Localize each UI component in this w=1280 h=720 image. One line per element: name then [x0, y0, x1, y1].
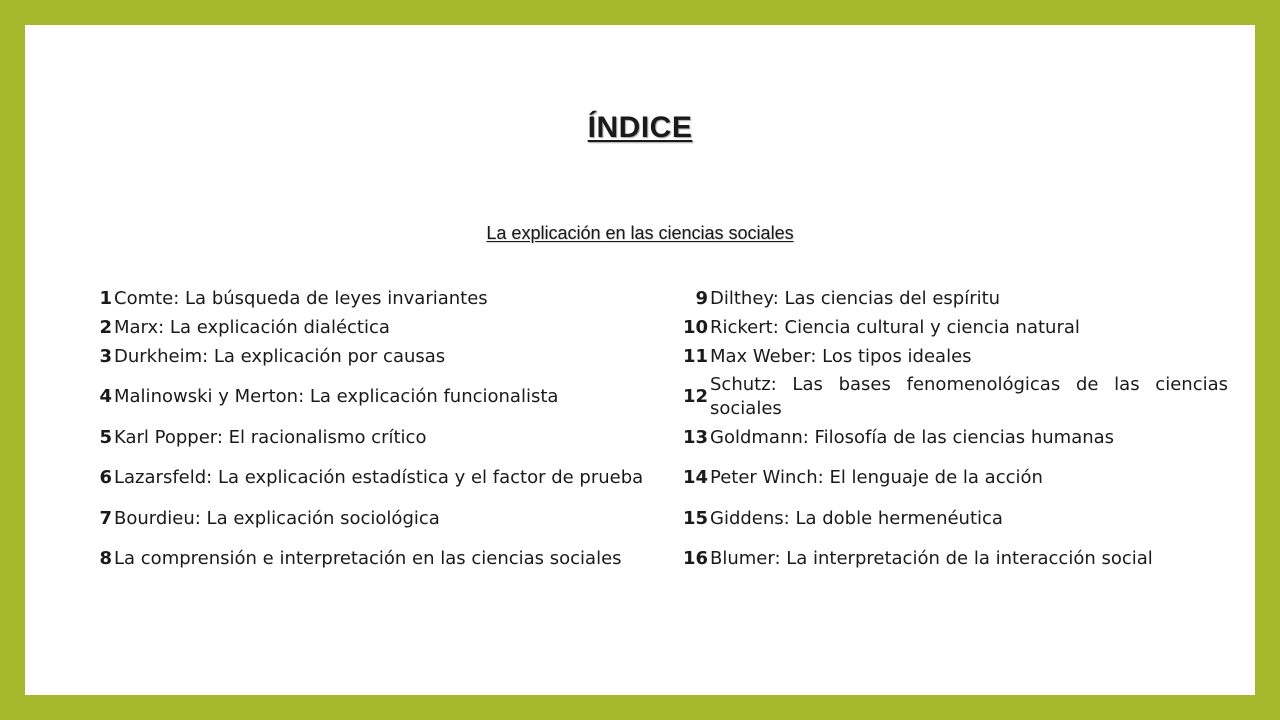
toc-item	[660, 313, 1228, 342]
toc-item-number: 14	[682, 467, 708, 488]
toc-item-number: 3	[99, 345, 112, 367]
slide-page	[25, 25, 1255, 695]
toc-item-text: Dilthey: Las ciencias del espíritu	[710, 287, 1001, 309]
toc-item-number: 9	[695, 287, 708, 309]
toc-item-number: 15	[682, 507, 708, 529]
toc-item	[660, 342, 1228, 371]
toc-item-text: Schutz: Las bases fenomenológicas de las ciencias sociales	[710, 374, 1228, 419]
toc-item	[70, 423, 652, 452]
toc-item	[70, 284, 652, 313]
toc-item	[660, 284, 1228, 313]
toc-item-text: Marx: La explicación dialéctica	[114, 316, 390, 338]
page-subtitle: La explicación en las ciencias sociales	[486, 223, 794, 243]
page-title: ÍNDICE	[587, 111, 693, 144]
toc-item-text: Max Weber: Los tipos ideales	[710, 345, 972, 367]
toc-item	[70, 533, 652, 585]
toc-item	[70, 371, 652, 423]
toc-item	[660, 423, 1228, 452]
toc-item	[660, 533, 1228, 585]
toc-item	[70, 342, 652, 371]
toc-item-text: Rickert: Ciencia cultural y ciencia natural	[710, 316, 1080, 338]
toc-item-number: 1	[99, 287, 112, 309]
toc-item-number: 6	[99, 467, 112, 488]
toc-item-number: 11	[682, 345, 708, 367]
toc-item-number: 5	[99, 426, 112, 448]
toc-item-text: Peter Winch: El lenguaje de la acción	[710, 467, 1043, 488]
toc-item-text: Giddens: La doble hermenéutica	[710, 507, 1003, 529]
toc-item-number: 2	[99, 316, 112, 338]
toc-item-text: Comte: La búsqueda de leyes invariantes	[114, 287, 488, 309]
toc-item	[70, 313, 652, 342]
toc-item-number: 13	[682, 426, 708, 448]
toc-left-column	[70, 284, 652, 585]
toc-item-number: 7	[99, 507, 112, 529]
toc-item-text: Goldmann: Filosofía de las ciencias humanas	[710, 426, 1115, 448]
toc-item-text: Bourdieu: La explicación sociológica	[114, 507, 440, 529]
toc-item-number: 10	[682, 316, 708, 338]
toc-item	[70, 452, 652, 504]
toc-item	[660, 452, 1228, 504]
toc-item-text: La comprensión e interpretación en las ciencias sociales	[114, 548, 622, 569]
toc-item-number: 16	[682, 548, 708, 569]
toc-item-number: 4	[99, 386, 112, 407]
toc-item-text: Lazarsfeld: La explicación estadística y el factor de prueba	[114, 467, 644, 488]
toc-item-text: Karl Popper: El racionalismo crítico	[114, 426, 427, 448]
toc-item	[660, 504, 1228, 533]
toc-item-number: 12	[682, 386, 708, 407]
toc-item	[660, 371, 1228, 423]
toc-item-text: Malinowski y Merton: La explicación funcionalista	[114, 386, 559, 407]
toc-right-column	[660, 284, 1228, 585]
toc-item-text: Blumer: La interpretación de la interacción social	[710, 548, 1153, 569]
toc-item-number: 8	[99, 548, 112, 569]
toc-item	[70, 504, 652, 533]
toc-item-text: Durkheim: La explicación por causas	[114, 345, 446, 367]
